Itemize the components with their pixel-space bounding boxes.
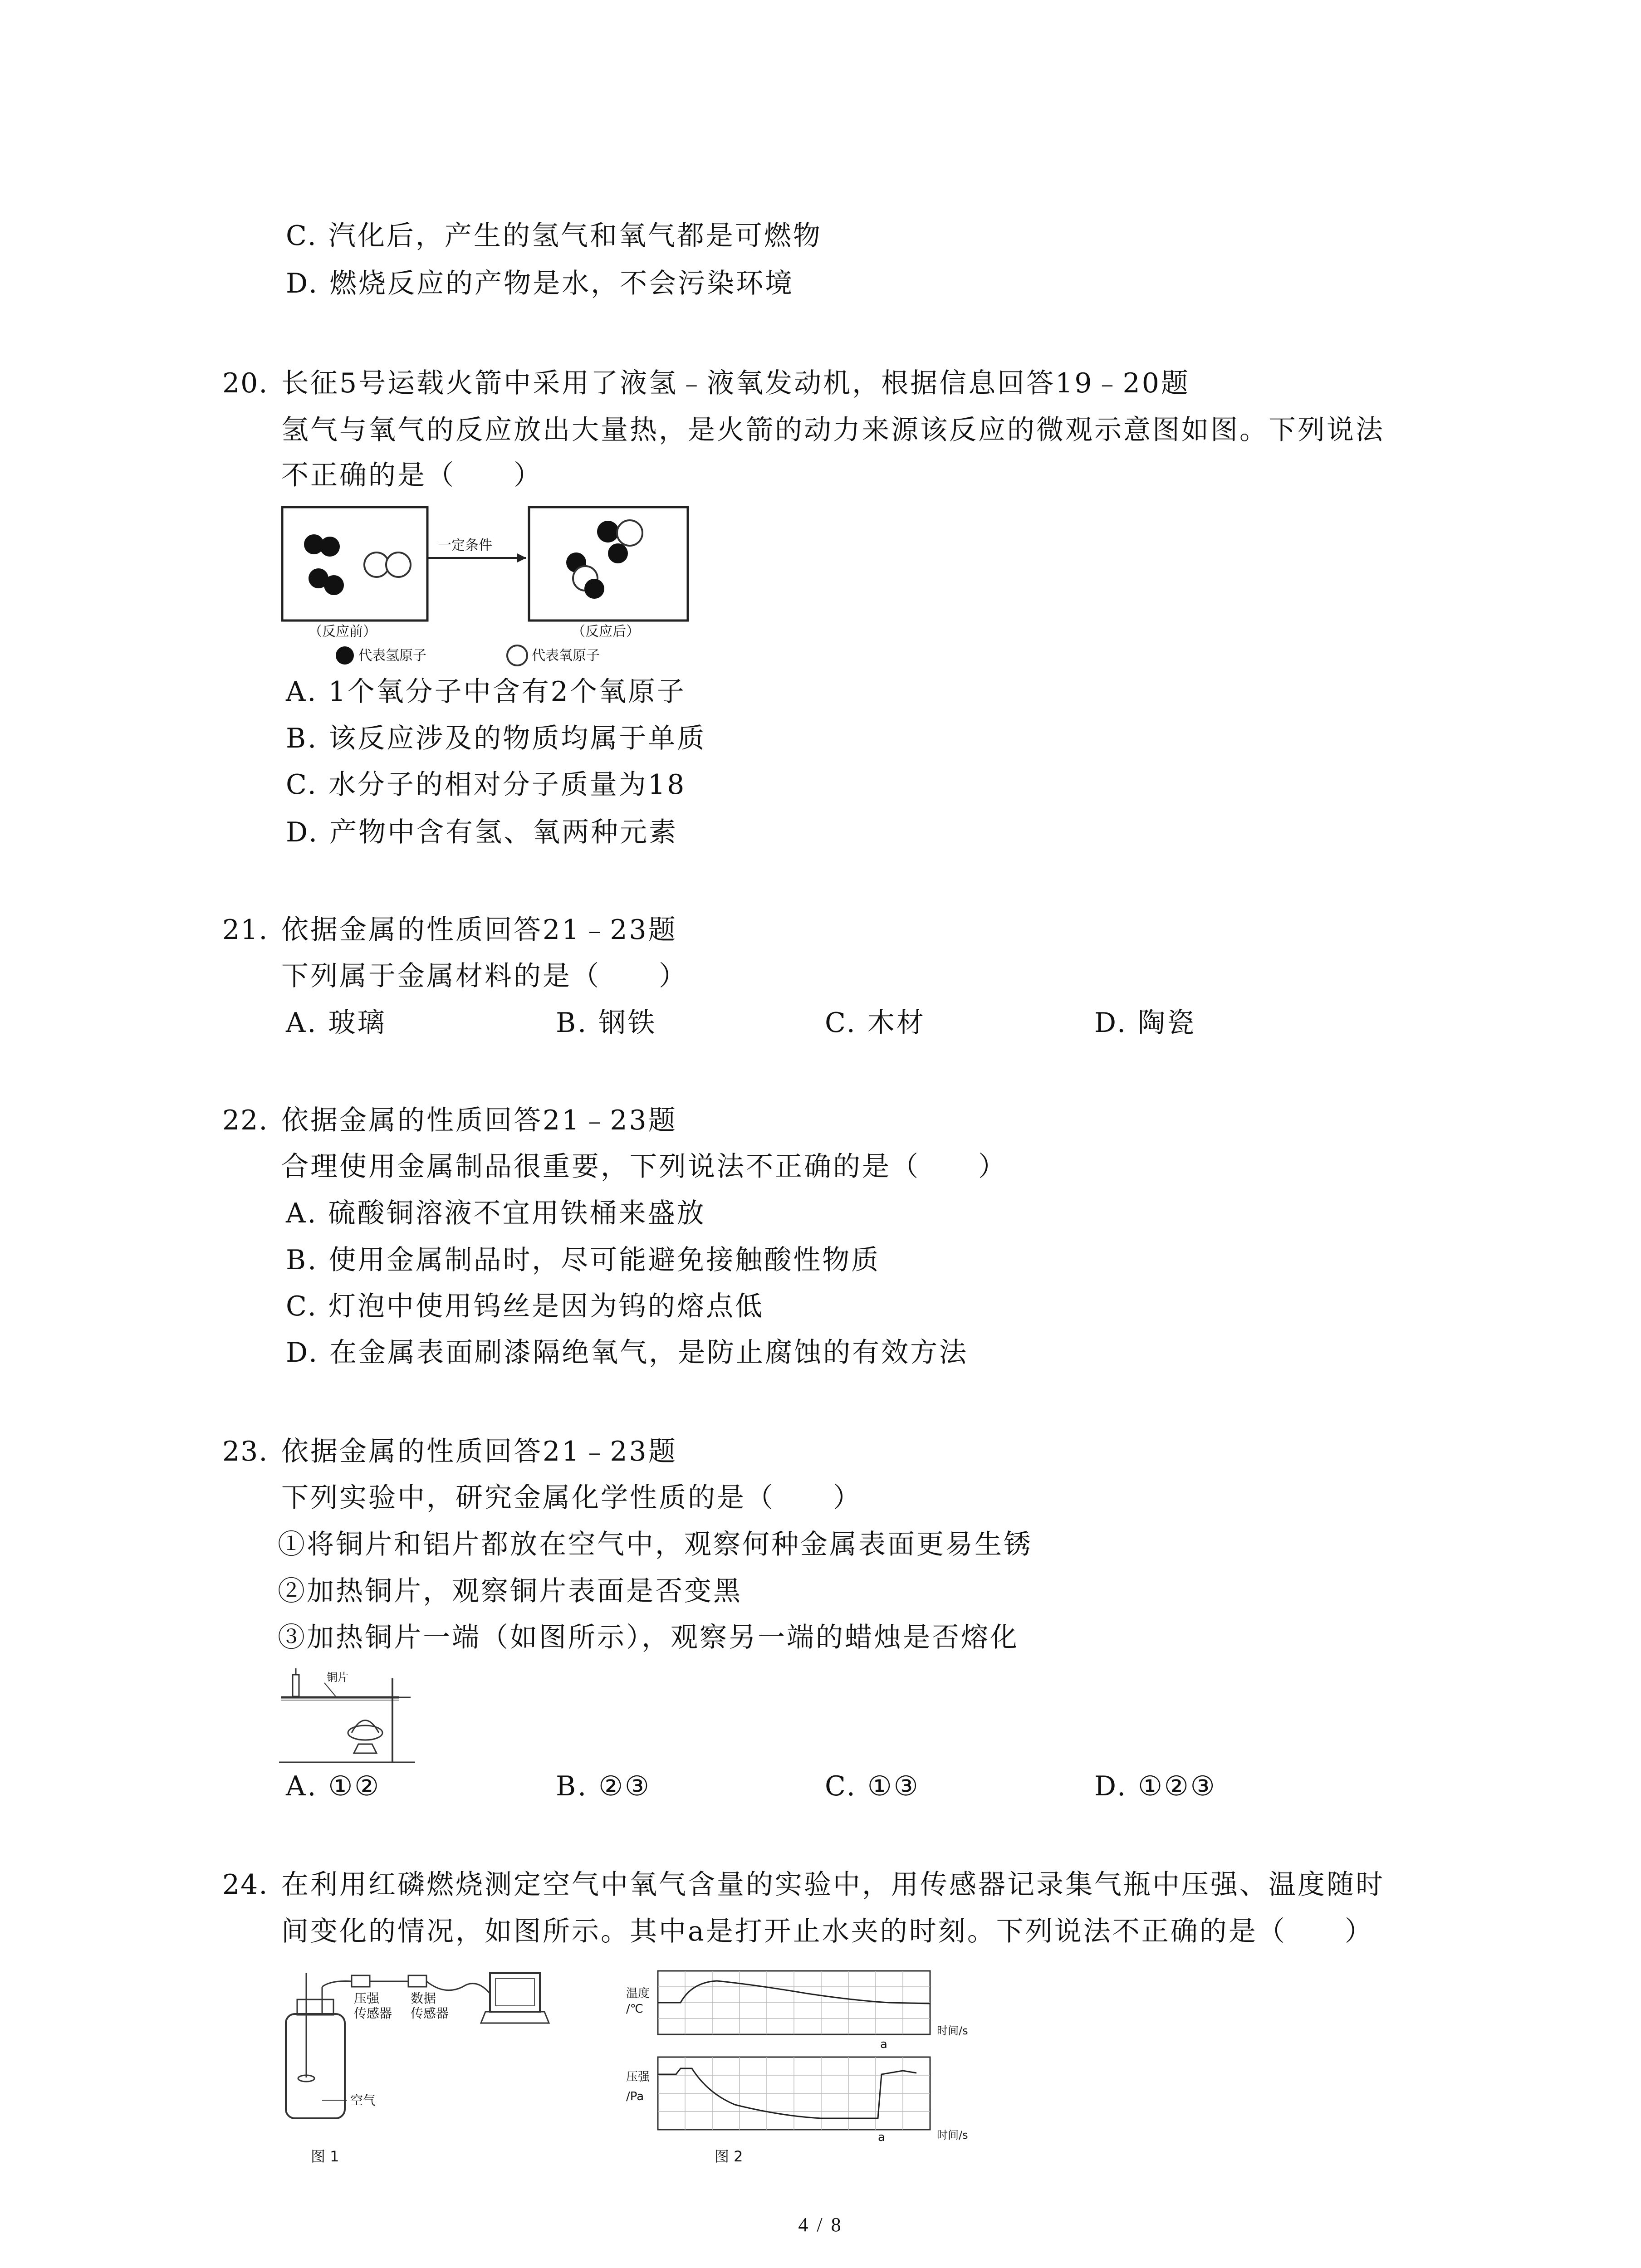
figure-2-curves (617, 1957, 1007, 2180)
q23-item-2: ②加热铜片，观察铜片表面是否变黑 (278, 1575, 742, 1607)
pressure-sensor (352, 1975, 370, 1987)
q24-stem-line1: 在利用红磷燃烧测定空气中氧气含量的实验中，用传感器记录集气瓶中压强、温度随时 (281, 1869, 1385, 1901)
q22-option-d: D. 在金属表面刷漆隔绝氧气，是防止腐蚀的有效方法 (286, 1337, 969, 1369)
q21-option-c: C. 木材 (825, 1007, 926, 1039)
data-sensor-label-1: 数据 (411, 1991, 436, 2006)
figure-2-caption: 图 2 (715, 2148, 743, 2165)
copper-strip-label: 铜片 (327, 1671, 348, 1684)
q22-stem: 合理使用金属制品很重要，下列说法不正确的是（ ） (281, 1151, 1007, 1183)
candle (293, 1675, 299, 1696)
pressure-sensor-label-2: 传感器 (354, 2006, 392, 2021)
temperature-axis-label-1: 温度 (626, 1987, 650, 2000)
pressure-a-label: a (878, 2131, 885, 2144)
q23-item-1: ①将铜片和铝片都放在空气中，观察何种金属表面更易生锈 (278, 1529, 1033, 1560)
oxygen-legend-icon (507, 645, 527, 665)
q23-option-b: B. ②③ (556, 1770, 651, 1802)
q23-intro: 依据金属的性质回答21﹣23题 (281, 1436, 677, 1467)
q22-option-c: C. 灯泡中使用钨丝是因为钨的熔点低 (286, 1290, 764, 1322)
q23-option-d: D. ①②③ (1094, 1770, 1217, 1802)
figure-1-caption: 图 1 (311, 2148, 339, 2165)
q19-option-d: D. 燃烧反应的产物是水，不会污染环境 (286, 268, 794, 299)
data-sensor (408, 1975, 426, 1987)
figure-1-apparatus (272, 1960, 599, 2173)
copper-heating-figure (279, 1665, 424, 1769)
q21-number: 21. (222, 914, 269, 946)
legend-oxygen: 代表氧原子 (532, 648, 600, 664)
hydrogen-legend-icon (336, 646, 354, 665)
q23-item-3: ③加热铜片一端（如图所示），观察另一端的蜡烛是否熔化 (278, 1622, 1019, 1653)
q21-option-d: D. 陶瓷 (1094, 1007, 1196, 1039)
q21-stem: 下列属于金属材料的是（ ） (281, 960, 688, 992)
q19-option-c: C. 汽化后，产生的氢气和氧气都是可燃物 (286, 220, 822, 252)
pressure-time-label: 时间/s (937, 2129, 968, 2141)
pressure-axis-label-1: 压强 (626, 2070, 650, 2084)
q24-number: 24. (222, 1869, 269, 1901)
q21-intro: 依据金属的性质回答21﹣23题 (281, 914, 677, 946)
q20-option-b: B. 该反应涉及的物质均属于单质 (286, 723, 706, 754)
q23-option-a: A. ①② (286, 1770, 381, 1802)
pressure-sensor-label-1: 压强 (354, 1991, 380, 2006)
temperature-time-label: 时间/s (937, 2024, 968, 2037)
alcohol-lamp (348, 1725, 382, 1740)
q20-option-c: C. 水分子的相对分子质量为18 (286, 769, 686, 801)
gas-bottle (286, 2014, 345, 2118)
q22-option-a: A. 硫酸铜溶液不宜用铁桶来盛放 (286, 1198, 706, 1229)
page-number: 4 / 8 (798, 2214, 843, 2236)
q22-option-b: B. 使用金属制品时，尽可能避免接触酸性物质 (286, 1244, 881, 1276)
q23-stem: 下列实验中，研究金属化学性质的是（ ） (281, 1482, 862, 1514)
q23-number: 23. (222, 1436, 269, 1467)
reaction-diagram (281, 503, 717, 676)
temperature-a-label: a (880, 2038, 887, 2051)
arrow-condition-label: 一定条件 (438, 538, 492, 553)
data-sensor-label-2: 传感器 (411, 2006, 449, 2021)
before-caption: （反应前） (309, 624, 377, 640)
q23-option-c: C. ①③ (825, 1770, 920, 1802)
q20-number: 20. (222, 367, 269, 399)
q20-stem-line2: 不正确的是（ ） (281, 459, 543, 491)
q20-option-a: A. 1个氧分子中含有2个氧原子 (286, 676, 686, 708)
q22-intro: 依据金属的性质回答21﹣23题 (281, 1105, 677, 1136)
q22-number: 22. (222, 1105, 269, 1136)
q21-option-b: B. 钢铁 (556, 1007, 657, 1039)
q21-option-a: A. 玻璃 (286, 1007, 387, 1039)
legend-hydrogen: 代表氢原子 (358, 648, 426, 664)
temperature-axis-label-2: /℃ (626, 2002, 643, 2016)
q20-intro: 长征5号运载火箭中采用了液氢﹣液氧发动机，根据信息回答19﹣20题 (281, 367, 1190, 399)
q24-stem-line2: 间变化的情况，如图所示。其中a是打开止水夹的时刻。下列说法不正确的是（ ） (281, 1916, 1374, 1947)
pressure-axis-label-2: /Pa (626, 2090, 644, 2103)
q20-stem-line1: 氢气与氧气的反应放出大量热，是火箭的动力来源该反应的微观示意图如图。下列说法 (281, 414, 1385, 446)
after-caption: （反应后） (572, 624, 640, 640)
q20-option-d: D. 产物中含有氢、氧两种元素 (286, 816, 678, 848)
air-label: 空气 (350, 2093, 376, 2108)
